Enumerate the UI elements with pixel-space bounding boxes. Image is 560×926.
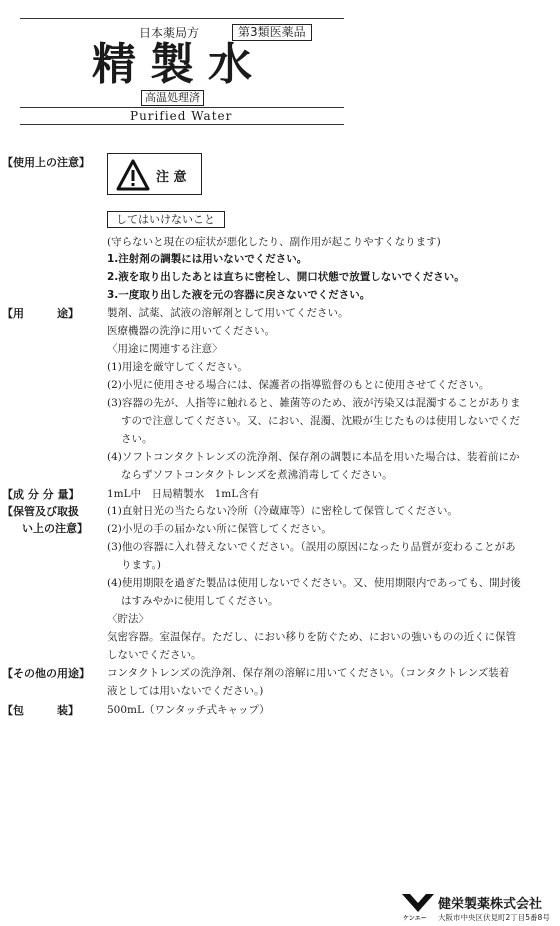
process-badge: 高温処理済 (141, 90, 204, 106)
warning-triangle-icon (116, 159, 150, 191)
usage-related-line: ならずソフトコンタクトレンズを煮沸消毒してください。 (121, 469, 393, 481)
category-badge: 第3類医薬品 (232, 24, 312, 41)
caution-heading: 注 意 (156, 170, 187, 185)
storage-line: (3)他の容器に入れ替えないでください。（誤用の原因になったり品質が変わることがあ (107, 541, 516, 553)
other-uses-line: コンタクトレンズの洗浄剤、保存剤の溶解に用いてください。（コンタクトレンズ装着 (107, 667, 510, 679)
dont-box: してはいけないこと (107, 211, 225, 228)
precautions-label: 【使用上の注意】 (2, 156, 90, 169)
dont-intro: (守らないと現在の症状が悪化したり、副作用が起こりやすくなります) (107, 236, 441, 248)
product-name: 精製水 (92, 39, 266, 90)
usage-related-line: (1)用途を厳守してください。 (107, 361, 248, 373)
usage-related-heading: 〈用途に関連する注意〉 (107, 343, 223, 355)
caution-box (107, 153, 202, 195)
dont-item: 2.液を取り出したあとは直ちに密栓し、開口状態で放置しないでください。 (107, 271, 465, 283)
usage-label: 【用 途】 (2, 307, 79, 320)
storage-line: ります。) (121, 559, 162, 571)
other-uses-label: 【その他の用途】 (2, 667, 90, 680)
usage-related-line: (3)容器の先が、人指等に触れると、雑菌等のため、液が汚染又は混濁することがありま (107, 397, 521, 409)
storage-method-heading: 〈貯法〉 (107, 613, 149, 625)
company-address: 大阪市中央区伏見町2丁目5番8号 (438, 913, 550, 922)
top-rule (20, 18, 344, 19)
storage-method-line: 気密容器。室温保存。ただし、におい移りを防ぐため、においの強いものの近くに保管 (107, 631, 517, 643)
storage-line: (1)直射日光の当たらない冷所（冷蔵庫等）に密栓して保管してください。 (107, 505, 458, 517)
company-name: 健栄製薬株式会社 (438, 897, 543, 912)
usage-related-line: すので注意してください。又、におい、混濁、沈殿が生じたものは使用しないでくだ (121, 415, 520, 427)
header-bottom-rule (20, 124, 344, 125)
storage-label: 【保管及び取扱 (2, 505, 79, 518)
other-uses-line: 液としては用いないでください。) (107, 685, 264, 697)
ingredients-label: 【成 分 分 量】 (2, 488, 80, 501)
storage-method-line: しないでください。 (107, 649, 202, 661)
storage-line: (4)使用期限を過ぎた製品は使用しないでください。又、使用期限内であっても、開封後 (107, 577, 521, 589)
usage-related-line: (2)小児に使用させる場合には、保護者の指導監督のもとに使用させてください。 (107, 379, 490, 391)
usage-line: 製剤、試薬、試液の溶解剤として用いてください。 (107, 307, 349, 319)
pharmacopoeia-label: 日本薬局方 (139, 26, 200, 40)
logo-text: ケンエー (403, 915, 427, 922)
header-rule (20, 107, 344, 108)
company-logo (400, 892, 436, 922)
package-text: 500mL（ワンタッチ式キャップ） (107, 704, 270, 716)
english-name: Purified Water (130, 109, 233, 123)
storage-label: い上の注意】 (22, 522, 88, 535)
usage-line: 医療機器の洗浄に用いてください。 (107, 325, 275, 337)
storage-line: (2)小児の手の届かない所に保管してください。 (107, 523, 332, 535)
usage-related-line: (4)ソフトコンタクトレンズの洗浄剤、保存剤の調製に本品を用いた場合は、装着前にか (107, 451, 520, 463)
usage-related-line: さい。 (121, 433, 153, 445)
ingredients-text: 1mL中 日局精製水 1mL含有 (107, 488, 260, 500)
dont-item: 3.一度取り出した液を元の容器に戻さないでください。 (107, 289, 371, 301)
dont-item: 1.注射剤の調製には用いないでください。 (107, 253, 308, 265)
package-label: 【包 装】 (2, 704, 79, 717)
storage-line: はすみやかに使用してください。 (121, 595, 279, 607)
